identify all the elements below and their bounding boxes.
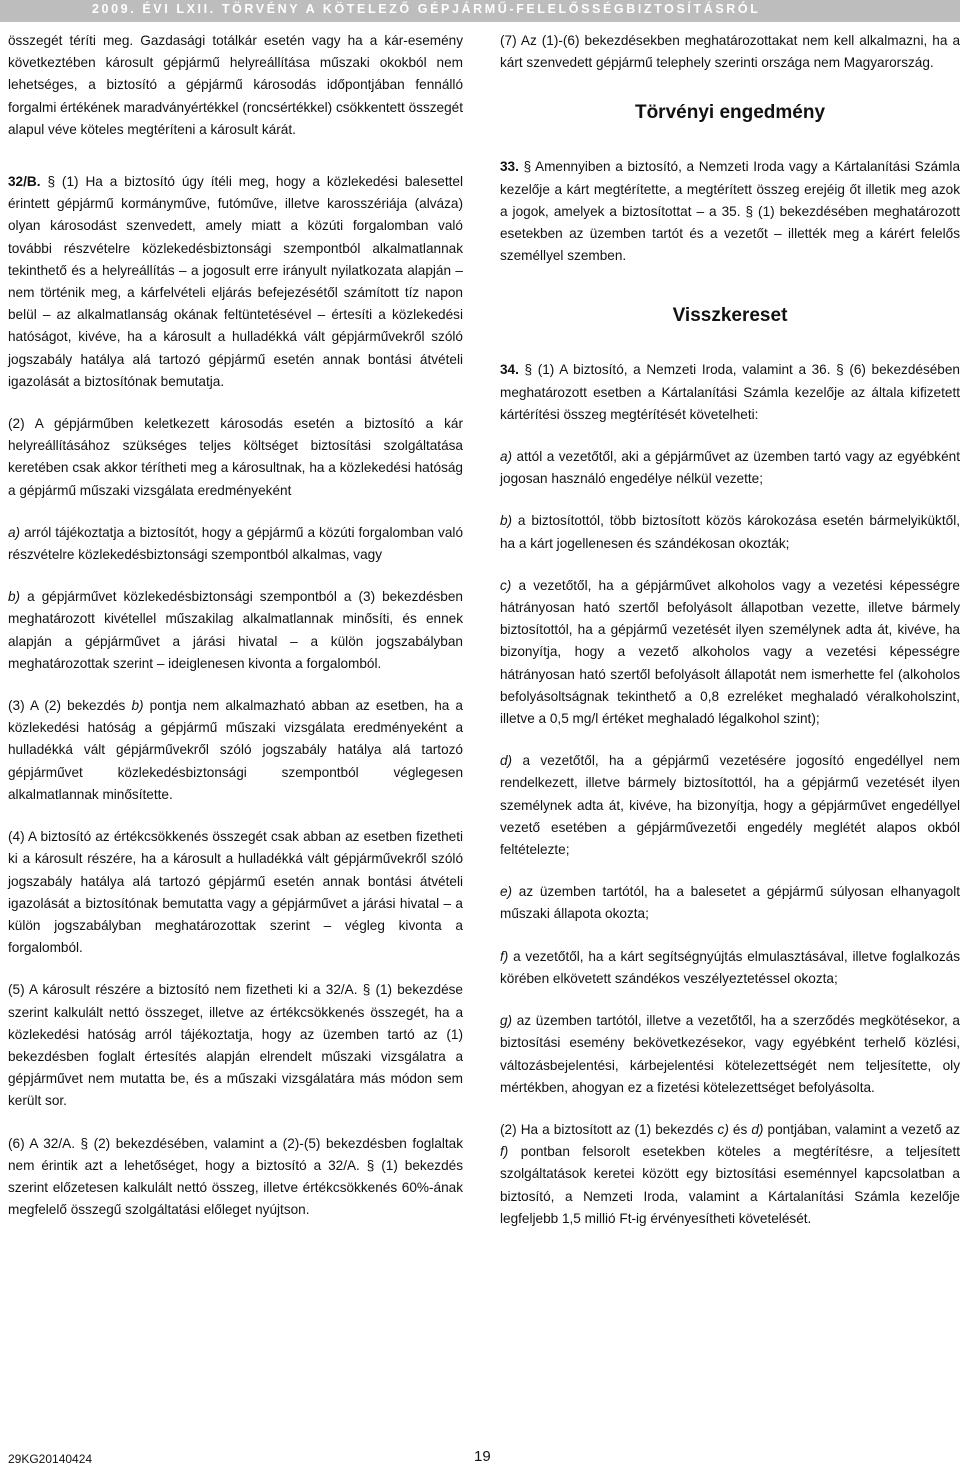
point-label: c) — [500, 577, 512, 593]
point-f — [500, 946, 960, 990]
point-text: arról tájékoztatja a biztosítót, hogy a gépjármű a közúti forgalomban való részvételre közlekedésbiztonsági szempontból alkalmas, vagy — [8, 524, 463, 563]
point-b — [500, 510, 960, 554]
paragraph-text: és — [728, 1121, 752, 1137]
paragraph-7: (7) Az (1)-(6) bekezdésekben meghatározottakat nem kell alkalmazni, ha a kárt szenvedett gépjármű telephely szerinti országa nem Magyarország. — [500, 33, 960, 71]
paragraph-text: pontban felsorolt esetekben köteles a megtérítésre, a teljesített szolgáltatások keretei között egy biztosítási eseménnyel kapcsolatban a biztosító, a Nemzeti Iroda, valamint a Kártalanítási Számla kezelője legfeljebb 1,5 millió Ft-ig érvényesítheti követelését. — [500, 1144, 960, 1226]
point-c — [500, 575, 960, 730]
point-a — [8, 522, 463, 566]
point-a — [500, 446, 960, 490]
section-heading: Törvényi engedmény — [634, 102, 826, 124]
point-reference: d) — [751, 1121, 764, 1137]
paragraph-4: (4) A biztosító az értékcsökkenés összegét csak abban az esetben fizetheti ki a károsult részére, ha a károsult a hulladékká vált gépjárművekről szóló jogszabály hatálya alá tartozó gépjármű esetén annak bontási átvételi igazolását a biztosítónak bemutatta vagy a gépjárművet a járási hivatal – a külön jogszabályban meghatározottak szerint – végleg kivonta a forgalomból. — [8, 829, 463, 956]
paragraph-6: (6) A 32/A. § (2) bekezdésében, valamint a (2)-(5) bekezdésben foglaltak nem érintik azt a lehetőséget, hogy a biztosító a 32/A. § (1) bekezdés szerint előzetesen kalkulált nettó összeg, illetve értékcsökkenés 60%-ának megfelelő összegű szolgáltatási előleget nyújtson. — [8, 1135, 463, 1218]
point-label: g) — [500, 1013, 513, 1029]
point-b — [8, 586, 463, 675]
section-number: 33. — [500, 159, 519, 175]
running-header-bar — [0, 0, 960, 22]
left-column — [8, 30, 463, 1221]
paragraph-2-recourse — [500, 1119, 960, 1230]
point-label: b) — [8, 589, 21, 605]
paragraph-text: (3) A (2) bekezdés — [8, 698, 132, 714]
point-label: b) — [500, 513, 513, 529]
page-number: 19 — [474, 1448, 491, 1465]
point-reference: f) — [500, 1144, 509, 1160]
paragraph-text: pontja nem alkalmazható abban az esetben, ha a közlekedési hatóság a gépjármű műszaki vizsgálata eredményeként a hulladékká vált gépjárművekről szóló jogszabály hatálya alá tartozó gépjárművet közlekedésbiztonsági szempontból véglegesen alkalmatlannak minősítette. — [8, 698, 463, 802]
point-label: e) — [500, 884, 513, 900]
intro-paragraph: összegét téríti meg. Gazdasági totálkár esetén vagy ha a kár-esemény következtében károsult gépjármű helyreállítása műszaki okokból nem lehetséges, a biztosító a gépjármű károsodás időpontjában fennálló forgalmi értékének maradványértékkel (roncsértékkel) csökkentett összegét alapul véve köteles megtéríteni a károsult kárát. — [8, 33, 463, 137]
section-text: § Amennyiben a biztosító, a Nemzeti Iroda vagy a Kártalanítási Számla kezelője a kárt megtérítette, a megtérített összeg erejéig őt illetik meg azok a jogok, amelyek a biztosítottat – a 35. § (1) bekezdésében meghatározott esetekben az üzemben tartót és a vezetőt – illették meg a kárért felelős személlyel szemben. — [500, 159, 960, 264]
document-code: 29KG20140424 — [8, 1452, 93, 1466]
point-text: a gépjárművet közlekedésbiztonsági szempontból a (3) bekezdésben meghatározott kivétellel műszakilag alkalmatlannak minősíti, és ennek alapján a gépjárművet a járási hivatal – a külön jogszabályban meghatározottak szerint – ideiglenesen kivonta a forgalomból. — [8, 589, 463, 671]
point-text: a biztosítottól, több biztosított közös károkozása esetén bármelyiküktől, ha a kárt jogellenesen és szándékosan okozták; — [500, 513, 960, 551]
section-text: § (1) Ha a biztosító úgy ítéli meg, hogy a közlekedési balesettel érintett gépjármű kormányműve, futóműve, illetve karosszériája (alváza) olyan károsodást szenvedett, amely miatt a közúti forgalomban való további részvételre közlekedésbiztonsági szempontból alkalmatlannak tekinthető és a helyreállítás – a jogosult erre irányult nyilatkozata alapján – nem történik meg, a kárfelvételi eljárás befejezésétől számított tíz napon belül – az alkalmatlanság okának feltüntetésével – értesíti a közlekedési hatóságot, kivéve, ha a károsult a hulladékká vált gépjárművekről szóló jogszabály hatálya alá tartozó gépjármű esetén annak bontási átvételi igazolását a biztosítónak bemutatja. — [8, 174, 463, 389]
point-label: f) — [500, 948, 509, 964]
point-label: a) — [500, 449, 513, 465]
section-number: 34. — [500, 362, 519, 378]
section-34-paragraph — [500, 359, 960, 426]
point-label: d) — [500, 753, 513, 769]
right-column — [500, 30, 960, 1230]
section-number: 32/B. — [8, 174, 41, 190]
point-text: a vezetőtől, ha a gépjármű vezetésére jogosító engedéllyel nem rendelkezett, illetve bármely biztosítottól, ha a gépjármű vezetését ilyen személynek adta át, kivéve, ha bizonyítja, hogy a gépjárművet engedéllyel vezető esetében a gépjárművezetői engedély meglétét alapos okból feltételezte; — [500, 753, 960, 858]
section-32b-paragraph — [8, 171, 463, 393]
section-text: § (1) A biztosító, a Nemzeti Iroda, valamint a 36. § (6) bekezdésében meghatározott esetben a Kártalanítási Számla kezelője az általa kifizetett kártérítési összeg megtérítését követelheti: — [500, 362, 960, 422]
point-text: a vezetőtől, ha a gépjárművet alkoholos vagy a vezetési képességre hátrányosan ható szertől befolyásolt állapotban vezette, illetve bármely biztosítottól, ha a gépjármű vezetését ilyen személynek adta át, kivéve, ha bizonyítja, hogy a vezető alkoholos vagy a vezetési képességre hátrányosan ható szertől befolyásolt állapotát nem ismerhette fel (alkoholos befolyásoltságnak tekinthető a 0,8 ezreléket meghaladó véralkoholszint, illetve a 0,5 mg/l értéket meghaladó légalkohol szint); — [500, 577, 960, 727]
paragraph-5: (5) A károsult részére a biztosító nem fizetheti ki a 32/A. § (1) bekezdése szerint kalkulált nettó összeget, illetve az értékcsökkenés összegét, ha a közlekedési hatóság arról tájékoztatja, hogy az üzemben tartó az (1) bekezdésben foglalt értesítés alapján elrendelt műszaki vizsgálatra a gépjárművet nem mutatta be, és a műszaki vizsgálatára más módon sem került sor. — [8, 982, 463, 1109]
point-reference: c) — [717, 1121, 729, 1137]
point-label: a) — [8, 524, 21, 540]
point-reference: b) — [131, 698, 144, 714]
point-text: a vezetőtől, ha a kárt segítségnyújtás elmulasztásával, illetve foglalkozás körében elkövetett szándékos veszélyeztetéssel okozta; — [500, 948, 960, 986]
paragraph-text: (2) Ha a biztosított az (1) bekezdés — [500, 1121, 718, 1137]
point-e — [500, 881, 960, 925]
paragraph-text: pontjában, valamint a vezető az — [763, 1121, 960, 1137]
point-d — [500, 750, 960, 861]
running-header-title: 2009. ÉVI LXII. TÖRVÉNY A KÖTELEZŐ GÉPJÁRMŰ-FELELŐSSÉGBIZTOSÍTÁSRÓL — [92, 2, 761, 16]
section-heading: Visszkereset — [672, 305, 788, 327]
paragraph-2: (2) A gépjárműben keletkezett károsodás esetén a biztosító a kár helyreállításához szükséges teljes költséget biztosítási szolgáltatása keretében csak akkor térítheti meg a károsultnak, ha a közlekedési hatóság a gépjármű műszaki vizsgálata eredményeként — [8, 416, 463, 498]
point-text: az üzemben tartótól, illetve a vezetőtől, ha a szerződés megkötésekor, a biztosítási esemény bekövetkezésekor, vagy egyébként terhelő közlési, változásbejelentési, kárbejelentési kötelezettségét nem teljesítette, oly mértékben, ahogyan ez a fizetési kötelezettséget befolyásolta. — [500, 1013, 960, 1095]
section-33-paragraph — [500, 156, 960, 267]
point-text: az üzemben tartótól, ha a balesetet a gépjármű súlyosan elhanyagolt műszaki állapota okozta; — [500, 884, 960, 922]
paragraph-3 — [8, 695, 463, 806]
point-g — [500, 1010, 960, 1099]
point-text: attól a vezetőtől, aki a gépjárművet az üzemben tartó vagy az egyébként jogosan használó engedélye nélkül vezette; — [500, 449, 960, 487]
